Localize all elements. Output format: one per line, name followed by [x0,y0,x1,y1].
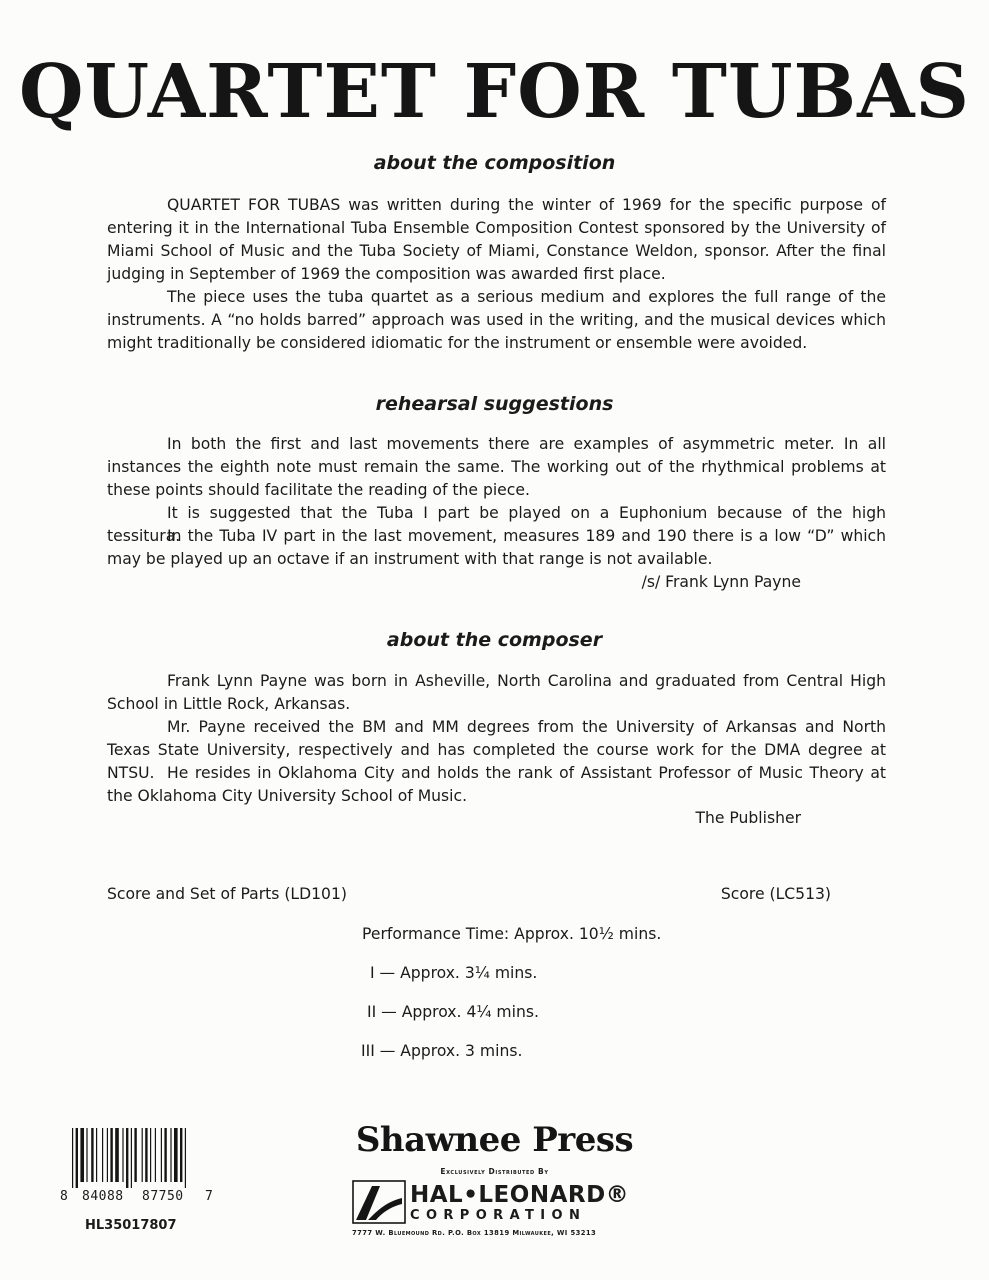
barcode-lead-digit: 8 [60,1189,69,1204]
barcode-left-digits: 84088 [82,1189,124,1204]
movement-time: III — Approx. 3 mins. [361,1042,523,1060]
movement-time: II — Approx. 4¼ mins. [367,1003,539,1021]
composer-paragraph: Frank Lynn Payne was born in Asheville, North Carolina and graduated from Central High School in Little Rock, Arkansas. [107,672,886,713]
hal-leonard-mark-icon [352,1180,406,1224]
barcode [60,1128,210,1190]
movement-time: I — Approx. 3¼ mins. [370,964,538,982]
hal-leonard-name: HAL•LEONARD® [410,1182,630,1208]
composer-paragraph: Mr. Payne received the BM and MM degrees from the University of Arkansas and North Texas State University, respectively and has completed the course work for the DMA degree at NTSU. [107,718,886,782]
composition-heading: about the composition [373,152,616,174]
product-code: HL35017807 [85,1218,177,1233]
page-title: QUARTET FOR TUBAS [19,49,970,135]
rehearsal-paragraph: In both the first and last movements there are examples of asymmetric meter. In all instances the eighth note must remain the same. The working out of the rhythmical problems at these points should facilitate the reading of the piece. [107,435,886,499]
barcode-check-digit: 7 [205,1189,214,1204]
distributed-by-label: Exclusively Distributed By [440,1167,549,1176]
composer-paragraph: He resides in Oklahoma City and holds the rank of Assistant Professor of Music Theory at the Oklahoma City University School of Music. [107,764,886,805]
composition-paragraph: QUARTET FOR TUBAS was written during the winter of 1969 for the specific purpose of entering it in the International Tuba Ensemble Composition Contest sponsored by the University of Miami School of Music and the Tuba Society of Miami, Constance Weldon, sponsor. After the final judging in September of 1969 the composition was awarded first place. [107,196,886,283]
shawnee-press-logo: Shawnee Press [355,1120,634,1160]
hal-leonard-corporation: CORPORATION [410,1208,587,1223]
catalog-score-and-parts: Score and Set of Parts (LD101) [107,885,347,903]
composition-paragraph: The piece uses the tuba quartet as a serious medium and explores the full range of the instruments. A “no holds barred” approach was used in the writing, and the musical devices which might traditionally be considered idiomatic for the instrument or ensemble were avoided. [107,288,886,352]
composer-heading: about the composer [386,629,603,651]
rehearsal-heading: rehearsal suggestions [375,393,614,415]
publisher-address: 7777 W. Bluemound Rd. P.O. Box 13819 Milwaukee, WI 53213 [352,1229,597,1237]
catalog-score: Score (LC513) [720,885,831,903]
publisher-signature: The Publisher [695,809,801,827]
composer-signature: /s/ Frank Lynn Payne [641,573,801,591]
performance-time: Performance Time: Approx. 10½ mins. [362,925,662,943]
rehearsal-paragraph: In the Tuba IV part in the last movement, measures 189 and 190 there is a low “D” which may be played up an octave if an instrument with that range is not available. [107,527,886,568]
rehearsal-paragraph: It is suggested that the Tuba I part be played on a Euphonium because of the high tessitura. [107,504,886,545]
barcode-right-digits: 87750 [142,1189,184,1204]
